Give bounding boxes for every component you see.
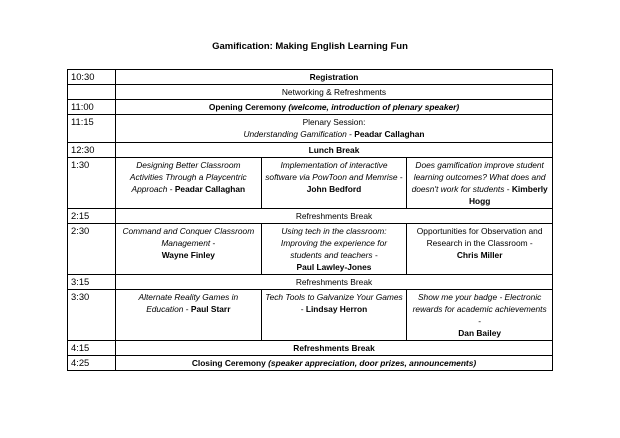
session-speaker: Peadar Callaghan xyxy=(174,184,246,194)
closing-ceremony-detail: (speaker appreciation, door prizes, announcements) xyxy=(268,358,477,368)
separator: - xyxy=(397,172,403,182)
session-topic: Designing Better Classroom Activities Through a Playcentric Approach xyxy=(129,160,247,194)
table-row xyxy=(68,100,553,115)
plenary-line xyxy=(119,128,549,140)
table-row xyxy=(68,209,553,224)
time-cell: 4:25 xyxy=(68,356,116,371)
time-cell xyxy=(68,85,116,100)
separator: - xyxy=(210,238,216,248)
separator: - xyxy=(372,250,378,260)
separator: - xyxy=(300,304,306,314)
time-cell: 10:30 xyxy=(68,70,116,85)
lunch-break-cell: Lunch Break xyxy=(116,143,553,158)
session-topic: Alternate Reality Games in Education xyxy=(138,292,239,314)
plenary-cell xyxy=(116,115,553,143)
session-speaker: Paul Lawley-Jones xyxy=(296,262,372,272)
plenary-heading: Plenary Session: xyxy=(302,117,366,127)
session-cell xyxy=(116,224,262,275)
closing-ceremony-label: Closing Ceremony xyxy=(191,358,266,368)
session-speaker: Paul Starr xyxy=(190,304,231,314)
session-cell xyxy=(116,290,262,341)
closing-ceremony-cell xyxy=(116,356,553,371)
refreshments-break-cell: Refreshments Break xyxy=(116,275,553,290)
time-cell: 2:15 xyxy=(68,209,116,224)
table-row xyxy=(68,143,553,158)
session-topic: Implementation of interactive software via PowToon and Memrise xyxy=(265,160,398,182)
session-topic: Does gamification improve student learning outcomes? What does and doesn't work for students xyxy=(411,160,546,194)
time-cell: 11:00 xyxy=(68,100,116,115)
session-speaker: John Bedford xyxy=(306,184,362,194)
page-title: Gamification: Making English Learning Fun xyxy=(212,41,408,52)
table-row xyxy=(68,356,553,371)
opening-ceremony-label: Opening Ceremony xyxy=(208,102,287,112)
session-cell xyxy=(116,158,262,209)
session-cell xyxy=(407,290,553,341)
session-topic: Opportunities for Observation and Research in the Classroom xyxy=(416,226,543,248)
refreshments-break-cell: Refreshments Break xyxy=(116,209,553,224)
session-cell xyxy=(261,290,407,341)
session-speaker: Chris Miller xyxy=(456,250,503,260)
networking-cell: Networking & Refreshments xyxy=(116,85,553,100)
time-cell: 3:30 xyxy=(68,290,116,341)
session-speaker: Wayne Finley xyxy=(161,250,215,260)
session-cell xyxy=(407,158,553,209)
separator: - xyxy=(346,129,355,139)
session-cell xyxy=(261,224,407,275)
separator: - xyxy=(167,184,175,194)
opening-ceremony-cell xyxy=(116,100,553,115)
separator: - xyxy=(527,238,533,248)
session-topic: Using tech in the classroom: Improving the experience for students and teachers xyxy=(280,226,388,260)
table-row xyxy=(68,70,553,85)
time-cell: 11:15 xyxy=(68,115,116,143)
table-row xyxy=(68,158,553,209)
session-cell xyxy=(261,158,407,209)
plenary-speaker: Peadar Callaghan xyxy=(354,129,425,139)
table-row xyxy=(68,115,553,143)
separator: - xyxy=(504,184,512,194)
session-cell xyxy=(407,224,553,275)
session-speaker: Dan Bailey xyxy=(458,328,502,338)
table-row xyxy=(68,275,553,290)
time-cell: 2:30 xyxy=(68,224,116,275)
session-topic: Command and Conquer Classroom Management xyxy=(122,226,255,248)
table-row xyxy=(68,224,553,275)
table-row xyxy=(68,341,553,356)
separator: - xyxy=(183,304,191,314)
session-speaker: Lindsay Herron xyxy=(305,304,368,314)
table-row xyxy=(68,290,553,341)
time-cell: 3:15 xyxy=(68,275,116,290)
session-topic: Tech Tools to Galvanize Your Games xyxy=(265,292,403,302)
session-topic: Show me your badge - Electronic rewards for academic achievements xyxy=(412,292,547,314)
session-speaker: Kimberly Hogg xyxy=(468,184,548,206)
registration-cell: Registration xyxy=(116,70,553,85)
table-row xyxy=(68,85,553,100)
time-cell: 1:30 xyxy=(68,158,116,209)
opening-ceremony-detail: (welcome, introduction of plenary speaker) xyxy=(288,102,460,112)
refreshments-break-cell: Refreshments Break xyxy=(116,341,553,356)
time-cell: 12:30 xyxy=(68,143,116,158)
separator: - xyxy=(478,316,482,326)
plenary-topic: Understanding Gamification xyxy=(243,129,347,139)
schedule-table xyxy=(67,69,553,371)
time-cell: 4:15 xyxy=(68,341,116,356)
